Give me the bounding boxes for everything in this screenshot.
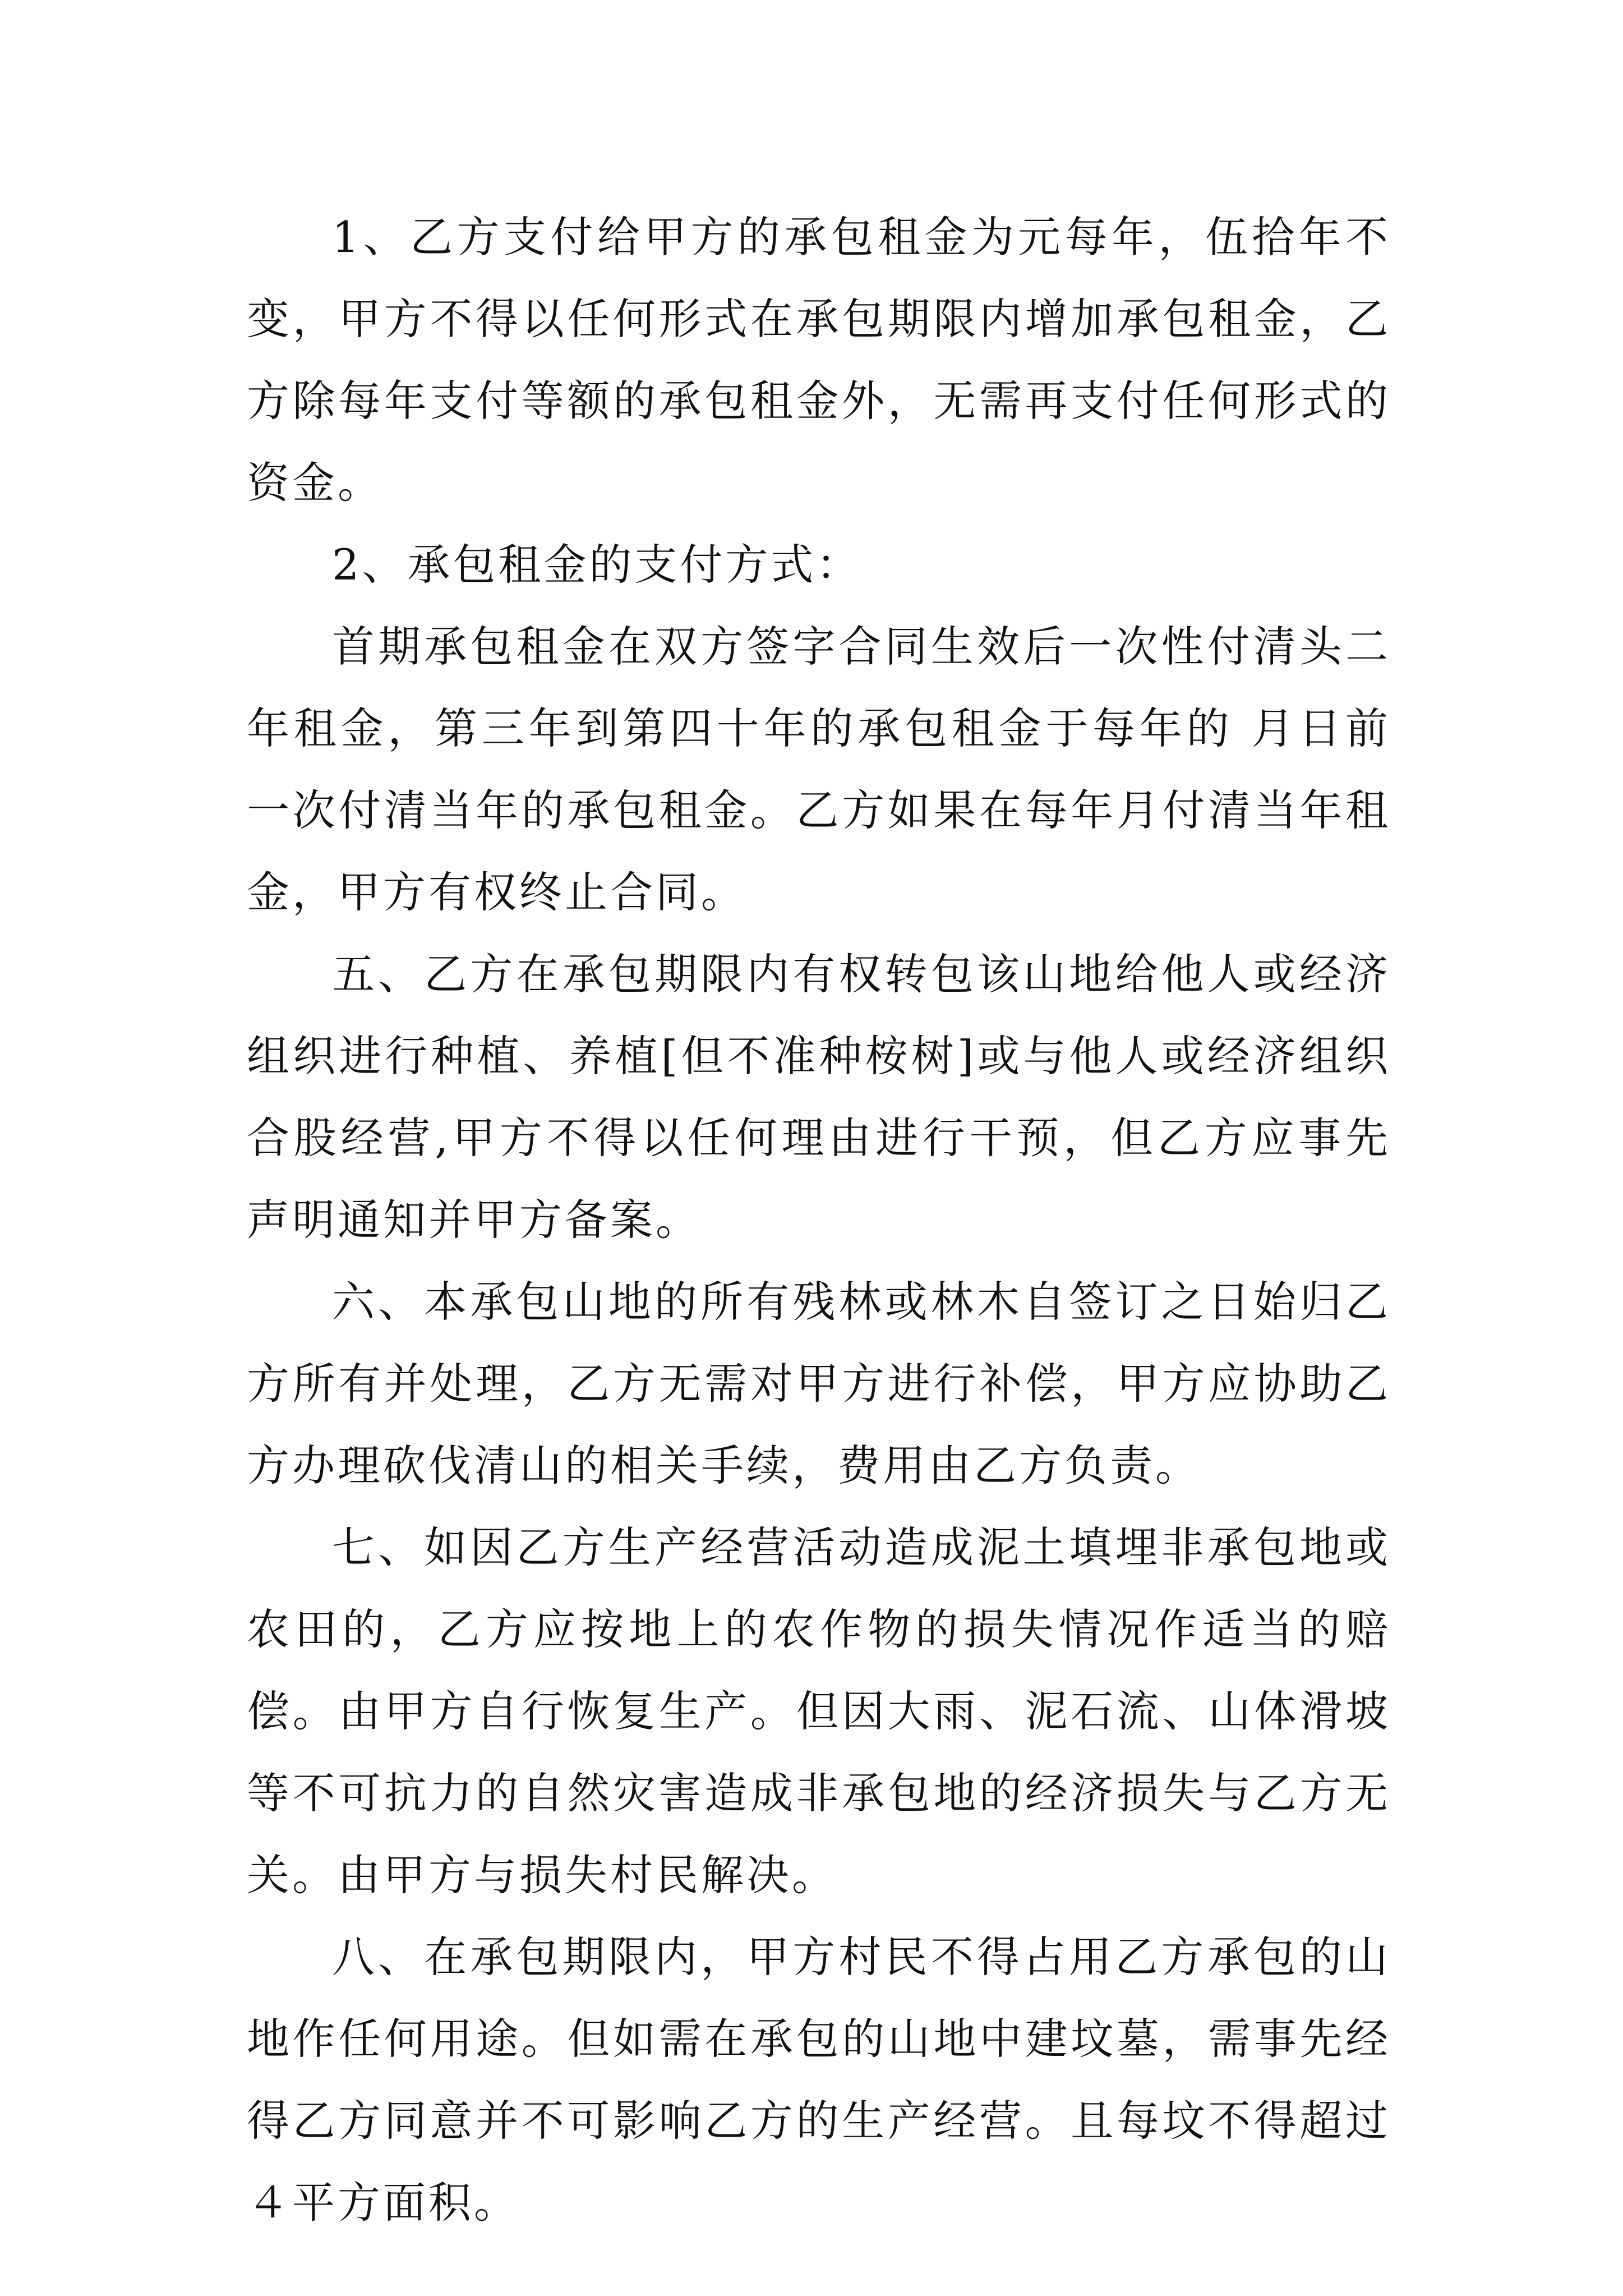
paragraph-clause-6: 六、本承包山地的所有残林或林木自签订之日始归乙方所有并处理，乙方无需对甲方进行补偿，甲方应协助乙方办理砍伐清山的相关手续，费用由乙方负责。 [247,1277,1391,1490]
paragraph-clause-5: 五、乙方在承包期限内有权转包该山地给他人或经济组织进行种植、养植[但不准种桉树]或与他人或经济组织合股经营,甲方不得以任何理由进行干预，但乙方应事先声明通知并甲方备案。 [247,949,1391,1245]
paragraph-clause-7: 七、如因乙方生产经营活动造成泥土填埋非承包地或农田的，乙方应按地上的农作物的损失情况作适当的赔偿。由甲方自行恢复生产。但因大雨、泥石流、山体滑坡等不可抗力的自然灾害造成非承包地的经济损失与乙方无关。由甲方与损失村民解决。 [247,1522,1391,1900]
paragraph-payment-schedule: 首期承包租金在双方签字合同生效后一次性付清头二年租金，第三年到第四十年的承包租金于每年的 月日前一次付清当年的承包租金。乙方如果在每年月付清当年租金，甲方有权终止合同。 [247,622,1391,917]
paragraph-clause-8: 八、在承包期限内，甲方村民不得占用乙方承包的山地作任何用途。但如需在承包的山地中建坟墓，需事先经得乙方同意并不可影响乙方的生产经营。且每坟不得超过４平方面积。 [247,1932,1391,2228]
paragraph-rent-amount: 1、乙方支付给甲方的承包租金为元每年，伍拾年不变，甲方不得以任何形式在承包期限内增加承包租金，乙方除每年支付等额的承包租金外，无需再支付任何形式的资金。 [247,212,1391,508]
document-body [247,196,1391,2244]
paragraph-payment-method-heading: 2、承包租金的支付方式： [332,540,862,590]
